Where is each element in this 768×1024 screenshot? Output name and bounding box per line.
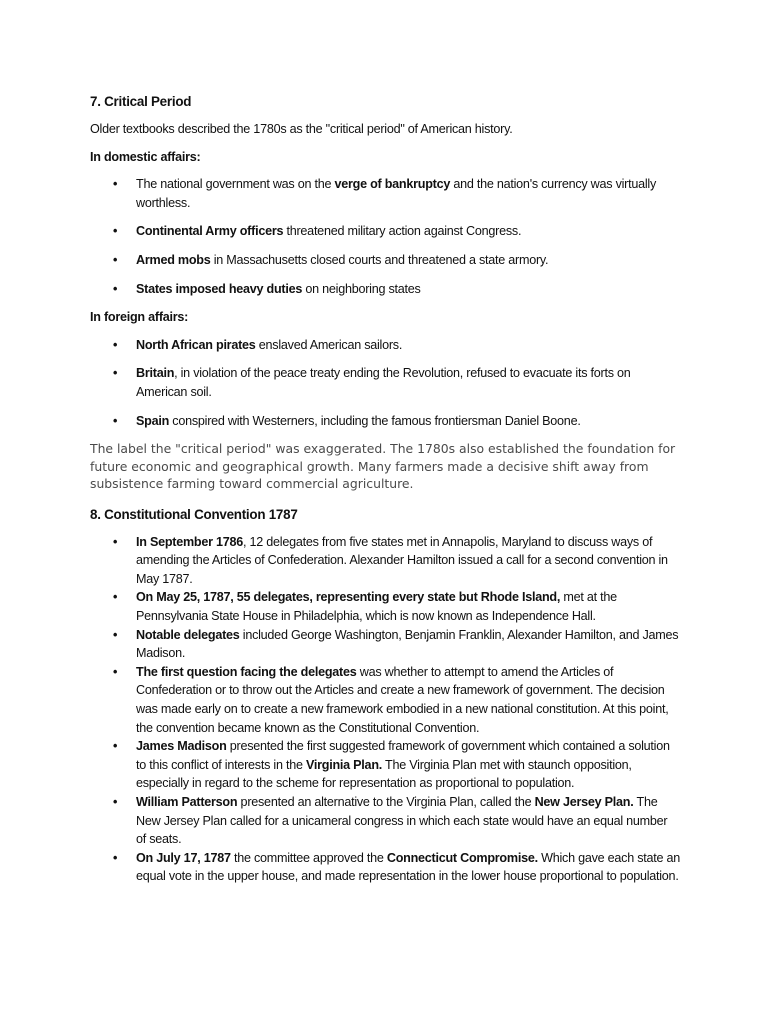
bold-text: North African pirates [136, 337, 256, 352]
bullet-icon: • [113, 664, 118, 679]
convention-list [90, 533, 680, 886]
critical-period-note: The label the "critical period" was exaggerated. The 1780s also established the foundation for future economic and geographical growth. Many farmers made a decisive shift away from subsistence farming toward commercial agriculture. [90, 441, 676, 492]
bold-text: William Patterson [136, 794, 238, 809]
item-text: conspired with Westerners, including the famous frontiersman Daniel Boone. [169, 413, 581, 428]
item-text: on neighboring states [302, 281, 421, 296]
bold-text: Continental Army officers [136, 224, 284, 239]
bullet-icon: • [113, 413, 118, 428]
domestic-list [90, 175, 680, 298]
list-item [90, 222, 680, 241]
bold-text: On May 25, 1787, 55 delegates, representing every state but Rhode Island, [136, 590, 561, 605]
item-text: presented an alternative to the Virginia Plan, called the [237, 794, 535, 809]
document-body [90, 92, 680, 894]
bullet-icon: • [113, 281, 118, 296]
list-item [90, 280, 680, 299]
item-text: was whether to attempt to amend the Articles of Confederation or to throw out the Articles and create a new framework of government. The decision was made early on to create a new framework embodied in a new national constitution. At this point, the convention became known as the Constitutional Convention. [136, 664, 669, 735]
bold-text: In September 1786 [136, 534, 244, 549]
list-item [90, 533, 680, 589]
item-text: included George Washington, Benjamin Franklin, Alexander Hamilton, and James Madison. [136, 627, 679, 661]
bold-text: Britain [136, 366, 175, 381]
bold-text: The first question facing the delegates [136, 664, 357, 679]
bold-text: Armed mobs [136, 252, 211, 267]
bold-text: New Jersey Plan. [534, 794, 634, 809]
bold-text: Notable delegates [136, 627, 240, 642]
item-text: The Virginia Plan met with staunch opposition, especially in regard to the scheme for representation as proportional to population. [136, 757, 632, 791]
bullet-icon: • [113, 252, 118, 267]
section-7-heading: 7. Critical Period [90, 94, 192, 109]
bold-text: verge of bankruptcy [334, 177, 451, 192]
list-item [90, 588, 680, 625]
foreign-list [90, 336, 680, 430]
item-text: in Massachusetts closed courts and threatened a state armory. [210, 252, 549, 267]
list-item [90, 849, 680, 886]
item-text: The national government was on the [136, 177, 335, 192]
list-item [90, 251, 680, 270]
list-item [90, 175, 680, 212]
bold-text: States imposed heavy duties [136, 281, 303, 296]
bullet-icon: • [113, 850, 118, 865]
item-text: the committee approved the [230, 850, 387, 865]
foreign-affairs-label: In foreign affairs: [90, 310, 189, 325]
bullet-icon: • [113, 534, 118, 549]
item-text: , 12 delegates from five states met in Annapolis, Maryland to discuss ways of amending the Articles of Confederation. Alexander Hamilton issued a call for a second convention in May 1787. [136, 534, 668, 586]
list-item [90, 737, 680, 793]
bold-text: Virginia Plan. [305, 757, 383, 772]
item-text: threatened military action against Congress. [283, 224, 522, 239]
bold-text: On July 17, 1787 [136, 850, 231, 865]
bold-text: Spain [136, 413, 170, 428]
bullet-icon: • [113, 794, 118, 809]
bold-text: Connecticut Compromise. [386, 850, 538, 865]
bullet-icon: • [113, 590, 118, 605]
bullet-icon: • [113, 739, 118, 754]
list-item [90, 364, 680, 401]
item-text: met at the Pennsylvania State House in Philadelphia, which is now known as Independence Hall. [136, 590, 617, 623]
item-text: , in violation of the peace treaty ending the Revolution, refused to evacuate its forts on American soil. [136, 366, 631, 399]
item-text: The New Jersey Plan called for a unicameral congress in which each state would have an equal number of seats. [136, 794, 668, 847]
bullet-icon: • [113, 224, 118, 239]
list-item [90, 412, 680, 431]
bullet-icon: • [113, 337, 118, 352]
item-text: and the nation's currency was virtually worthless. [136, 177, 657, 210]
bullet-icon: • [113, 627, 118, 642]
bullet-icon: • [113, 366, 118, 381]
list-item [90, 336, 680, 355]
section-7-intro: Older textbooks described the 1780s as the "critical period" of American history. [90, 122, 513, 136]
item-text: enslaved American sailors. [255, 337, 403, 352]
item-text: Which gave each state an equal vote in the upper house, and made representation in the lower house proportional to population. [136, 850, 681, 884]
list-item [90, 626, 680, 663]
domestic-affairs-label: In domestic affairs: [90, 149, 201, 164]
bold-text: James Madison [136, 739, 227, 754]
section-8-heading: 8. Constitutional Convention 1787 [90, 506, 298, 522]
bullet-icon: • [113, 177, 118, 192]
list-item [90, 793, 680, 849]
item-text: presented the first suggested framework of government which contained a solution to this conflict of interests in the [136, 739, 670, 772]
list-item [90, 663, 680, 737]
